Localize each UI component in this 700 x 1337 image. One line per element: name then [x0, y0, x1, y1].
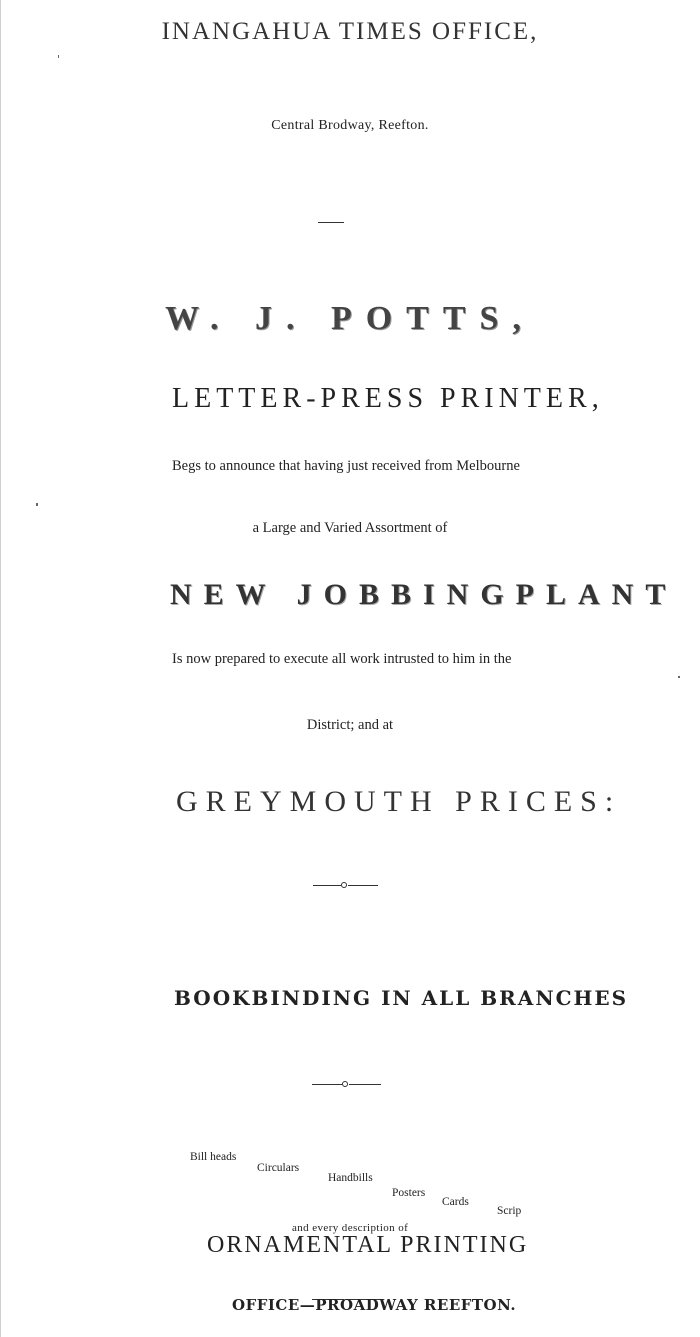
ornament-rule-right: [349, 1084, 381, 1085]
service-item: Posters: [392, 1187, 426, 1199]
ornament-dot: [342, 1081, 348, 1087]
service-item: Cards: [442, 1196, 469, 1208]
every-description-text: and every description of: [292, 1222, 409, 1234]
print-speck: [36, 503, 38, 506]
ornamental-printing: ORNAMENTAL PRINTING: [207, 1232, 529, 1258]
announcement-line-4: District; and at: [306, 717, 394, 733]
ornament-dot: [341, 882, 347, 888]
print-speck: [58, 55, 59, 58]
office-address-footer: OFFICE—PROADWAY REEFTON.: [232, 1296, 517, 1314]
bookbinding-heading: BOOKBINDING IN ALL BRANCHES: [174, 986, 629, 1010]
headline-new-jobbing-plant: NEW JOBBINGPLANT: [170, 578, 678, 611]
print-speck: [678, 676, 680, 678]
office-title: INANGAHUA TIMES OFFICE,: [161, 18, 539, 45]
divider-short: [318, 222, 344, 223]
service-item: Bill heads: [190, 1151, 237, 1163]
announcement-line-2: a Large and Varied Assortment of: [252, 520, 448, 536]
proprietor-name: W. J. POTTS,: [165, 300, 535, 337]
greymouth-prices: GREYMOUTH PRICES:: [176, 785, 622, 818]
service-item: Handbills: [328, 1172, 373, 1184]
ornament-rule-right: [348, 885, 378, 886]
announcement-line-1: Begs to announce that having just received from Melbourne: [172, 458, 520, 474]
service-item: Scrip: [497, 1205, 522, 1217]
address: Central Brodway, Reefton.: [271, 118, 429, 133]
ornament-rule-left: [312, 1084, 342, 1085]
page-edge-line: [0, 0, 1, 1337]
service-item: Circulars: [257, 1162, 300, 1174]
ornament-rule-left: [313, 885, 341, 886]
announcement-line-3: Is now prepared to execute all work intrusted to him in the: [172, 651, 512, 667]
trade-title: LETTER-PRESS PRINTER,: [172, 383, 604, 414]
